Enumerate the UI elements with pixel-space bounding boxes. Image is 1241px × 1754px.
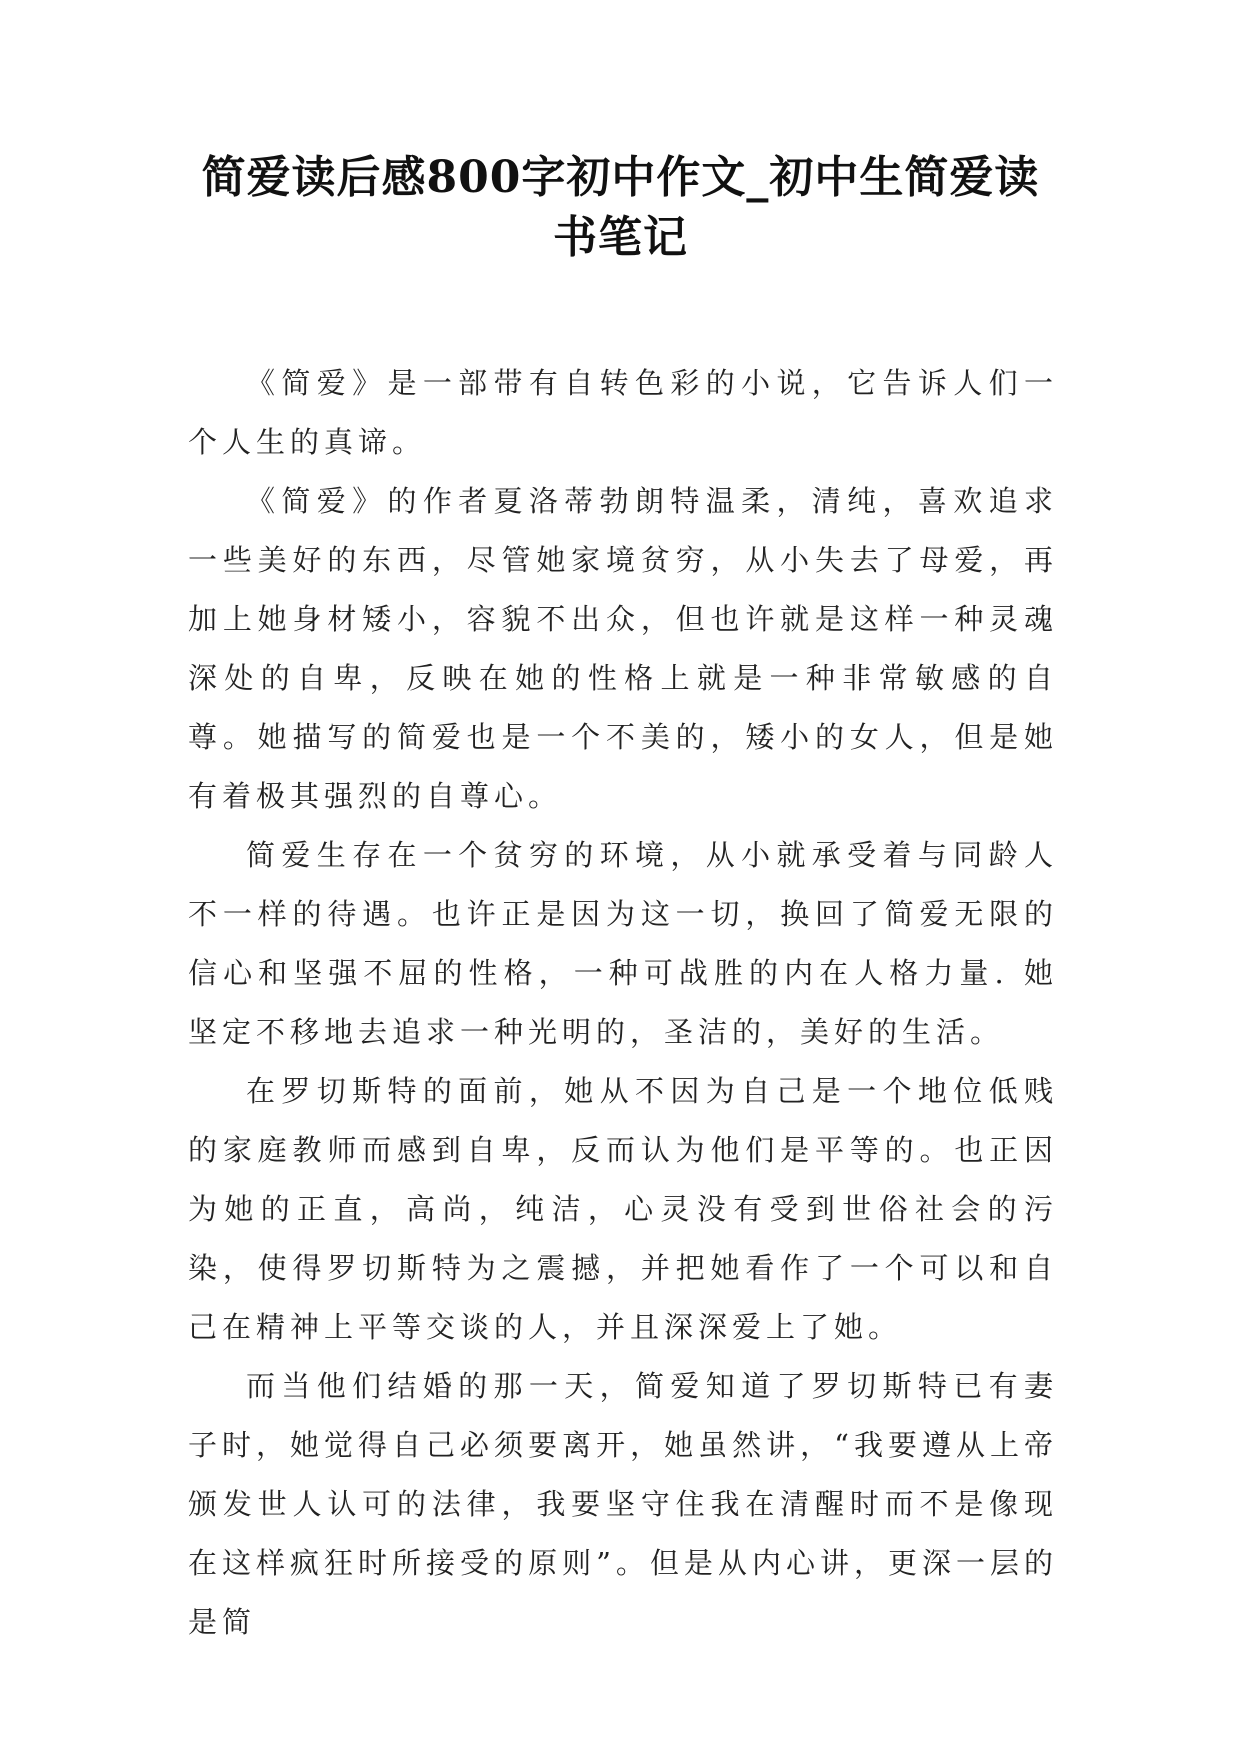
paragraph-1: 《简爱》是一部带有自转色彩的小说，它告诉人们一个人生的真谛。 bbox=[188, 366, 1058, 459]
paragraph-3: 简爱生存在一个贫穷的环境，从小就承受着与同龄人不一样的待遇。也许正是因为这一切，换回了简爱无限的信心和坚强不屈的性格，一种可战胜的内在人格力量. 她坚定不移地去追求一种光明的，圣洁的，美好的生活。 bbox=[188, 838, 1058, 1049]
title-line-2: 书笔记 bbox=[553, 212, 688, 263]
paragraph-2: 《简爱》的作者夏洛蒂勃朗特温柔，清纯，喜欢追求一些美好的东西，尽管她家境贫穷，从小失去了母爱，再加上她身材矮小，容貌不出众，但也许就是这样一种灵魂深处的自卑，反映在她的性格上就是一种非常敏感的自尊。她描写的简爱也是一个不美的，矮小的女人，但是她有着极其强烈的自尊心。 bbox=[188, 484, 1058, 813]
paragraph-4: 在罗切斯特的面前，她从不因为自己是一个地位低贱的家庭教师而感到自卑，反而认为他们是平等的。也正因为她的正直，高尚，纯洁，心灵没有受到世俗社会的污染，使得罗切斯特为之震撼，并把她看作了一个可以和自己在精神上平等交谈的人，并且深深爱上了她。 bbox=[188, 1074, 1058, 1344]
title-line-1: 简爱读后感800字初中作文_初中生简爱读 bbox=[201, 152, 1040, 203]
paragraph-5: 而当他们结婚的那一天，简爱知道了罗切斯特已有妻子时，她觉得自己必须要离开，她虽然讲，“我要遵从上帝颁发世人认可的法律，我要坚守住我在清醒时而不是像现在这样疯狂时所接受的原则”。但是从内心讲，更深一层的是简 bbox=[188, 1369, 1058, 1639]
document-title bbox=[160, 148, 1081, 268]
document-body bbox=[188, 354, 1058, 1652]
